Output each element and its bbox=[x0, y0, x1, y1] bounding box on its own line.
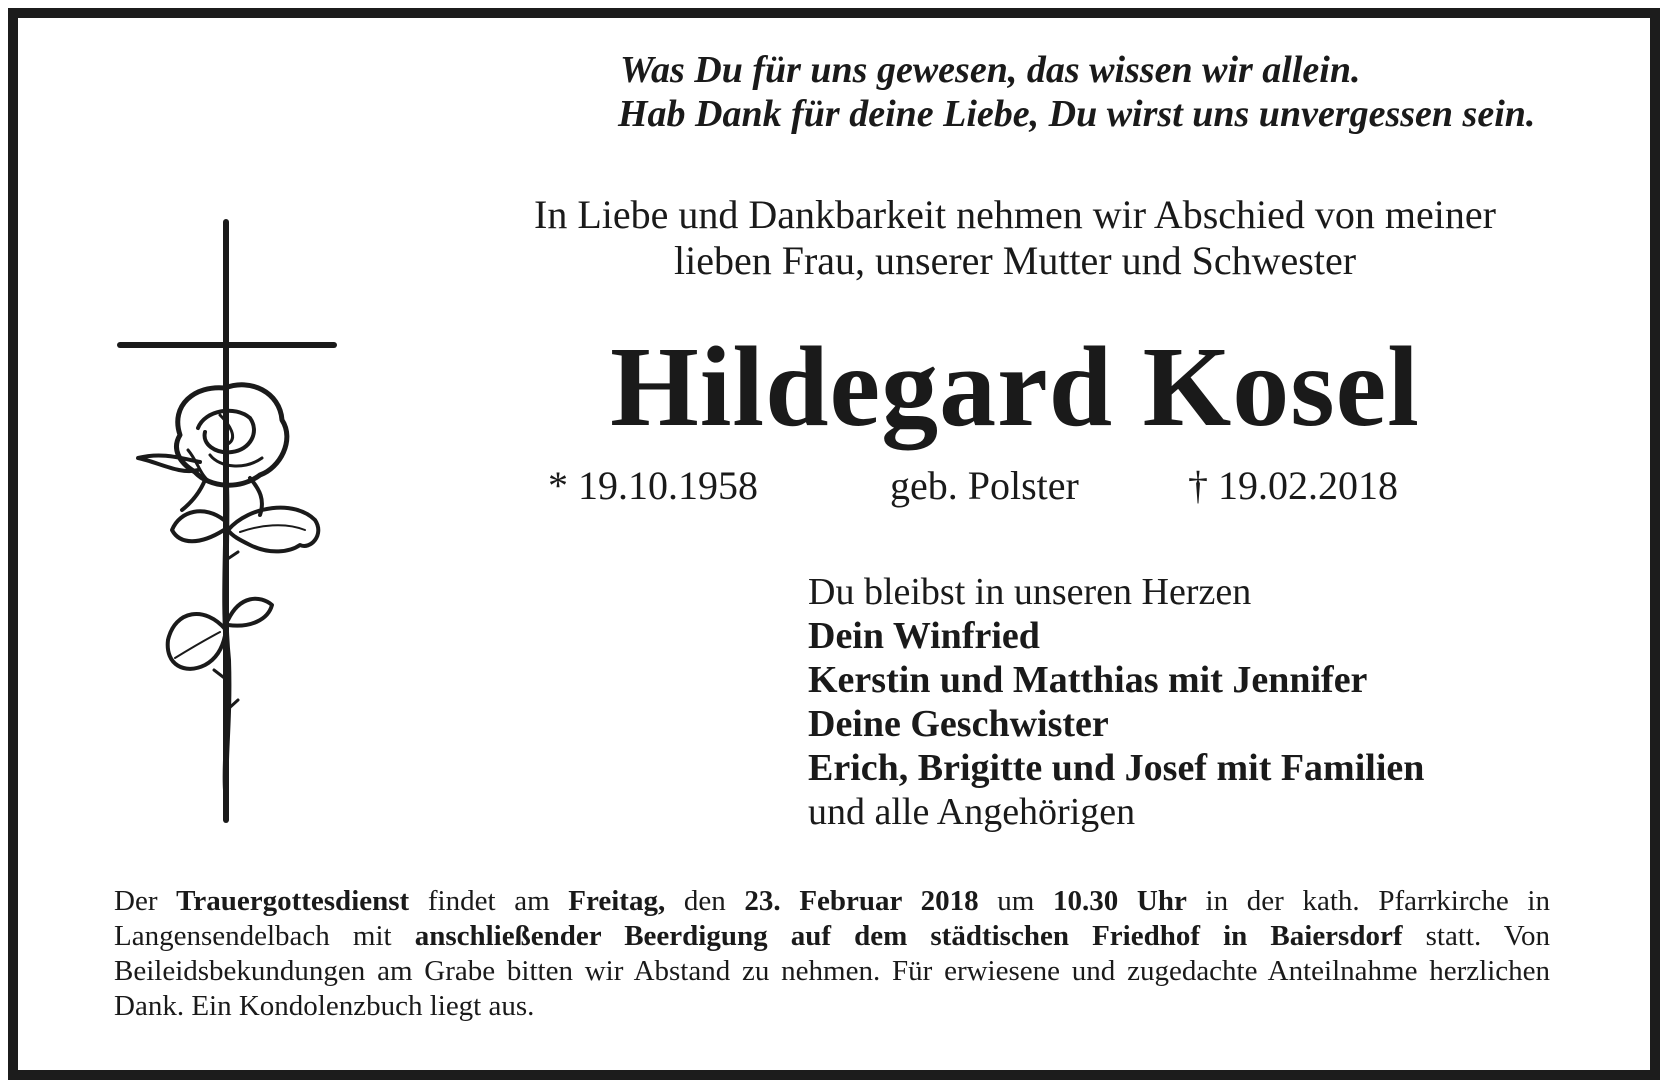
mourner-line: Dein Winfried bbox=[808, 615, 1040, 657]
deceased-name: Hildegard Kosel bbox=[610, 323, 1420, 450]
motto-line-1: Was Du für uns gewesen, das wissen wir allein. bbox=[620, 49, 1361, 91]
motto-line-2: Hab Dank für deine Liebe, Du wirst uns unvergessen sein. bbox=[618, 93, 1536, 135]
cross-with-rose-icon bbox=[110, 200, 350, 830]
mourner-line: Deine Geschwister bbox=[808, 703, 1109, 745]
motto bbox=[620, 48, 1535, 136]
maiden-name: geb. Polster bbox=[890, 463, 1079, 508]
notice-service-type: Trauergottesdienst bbox=[176, 885, 410, 917]
signoff-intro: Du bleibst in unseren Herzen bbox=[808, 571, 1252, 613]
notice-text: den bbox=[665, 885, 745, 917]
notice-burial: anschließender Beerdigung auf dem städtischen Friedhof in Baiersdorf bbox=[414, 920, 1403, 952]
intro-line-1: In Liebe und Dankbarkeit nehmen wir Abschied von meiner bbox=[534, 192, 1496, 237]
notice-text: Der bbox=[114, 885, 177, 917]
service-notice bbox=[114, 884, 1550, 1024]
mourner-line: Kerstin und Matthias mit Jennifer bbox=[808, 659, 1368, 701]
notice-text: in der kath. Pfarrkirche in Langensendelbach mit bbox=[114, 885, 1550, 952]
mourner-line: Erich, Brigitte und Josef mit Familien bbox=[808, 747, 1425, 789]
death-date: † 19.02.2018 bbox=[1188, 463, 1398, 508]
notice-weekday: Freitag, bbox=[568, 885, 666, 917]
intro-line-2: lieben Frau, unserer Mutter und Schwester bbox=[673, 238, 1357, 283]
notice-text: findet am bbox=[409, 885, 569, 917]
birth-date: * 19.10.1958 bbox=[548, 463, 758, 508]
signoff bbox=[808, 570, 1424, 834]
notice-date: 23. Februar 2018 bbox=[744, 885, 979, 917]
notice-time: 10.30 Uhr bbox=[1053, 885, 1187, 917]
intro-text bbox=[360, 192, 1660, 284]
notice-text: statt. Von Beileidsbekundungen am Grabe bitten wir Abstand zu nehmen. Für erwiesene und zugedachte Anteilnahme herzlichen Dank. Ein Kondolenzbuch liegt aus. bbox=[114, 920, 1550, 1022]
signoff-closing: und alle Angehörigen bbox=[808, 791, 1136, 833]
notice-text: um bbox=[978, 885, 1053, 917]
